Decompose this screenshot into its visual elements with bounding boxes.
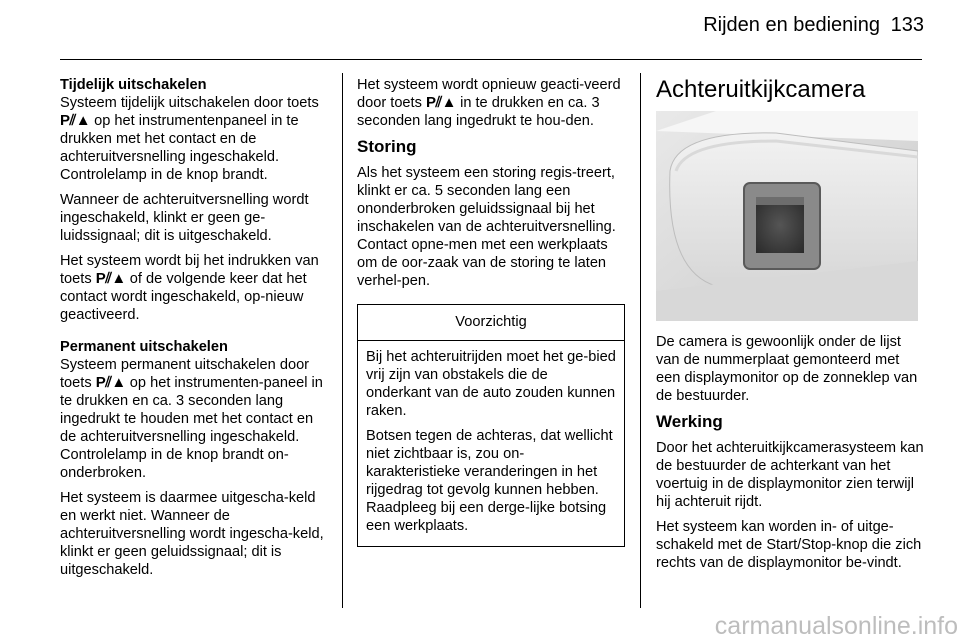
column-divider-1	[342, 73, 343, 608]
watermark: carmanualsonline.info	[714, 612, 958, 640]
sun-visor-monitor-illustration	[656, 111, 918, 321]
header-divider	[60, 59, 922, 60]
fault-heading: Storing	[357, 137, 417, 156]
rear-camera-heading: Achteruitkijkcamera	[656, 76, 866, 103]
fault-paragraph: Als het systeem een storing regis-treert, klinkt er ca. 5 seconden lang een ononderbroken geluidssignaal bij het inschakelen van de achteruitversnelling. Contact opne-men met een werkplaats om de oor-zaak van de storing te laten verhel-pen.	[357, 165, 616, 289]
page-number: 133	[890, 14, 924, 36]
temporary-disable-paragraph-1	[60, 94, 332, 184]
park-assist-button-icon: P⫽▲	[95, 270, 126, 287]
caution-box	[357, 304, 625, 547]
operation-heading: Werking	[656, 412, 723, 431]
caution-body	[358, 341, 624, 546]
text-segment: Het systeem wordt bij het indrukken van toets	[60, 253, 319, 287]
caution-title: Voorzichtig	[358, 305, 624, 341]
text-segment: op het instrumenten-paneel in te drukken en ca. 3 seconden lang ingedrukt te houden met het contact en de achteruitversnelling ingeschakeld. Controlelamp in de knop brandt on-onderbroken.	[60, 375, 323, 481]
text-segment: Systeem tijdelijk uitschakelen door toets	[60, 95, 319, 111]
caution-paragraph-2: Botsen tegen de achteras, dat wellicht niet zichtbaar is, zou on-karakteristieke veranderingen in het rijgedrag tot gevolg kunnen hebben. Raadpleeg bij een derge-lijke botsing een werkplaats.	[366, 428, 613, 534]
permanent-disable-paragraph-1	[60, 356, 332, 482]
column-2	[357, 76, 625, 547]
camera-location-caption: De camera is gewoonlijk onder de lijst van de nummerplaat gemonteerd met een displaymonitor op de zonneklep van de bestuurder.	[656, 334, 918, 404]
permanent-disable-paragraph-2: Het systeem is daarmee uitgescha-keld en werkt niet. Wanneer de achteruitversnelling wordt ingescha-keld, klinkt er geen geluidssignaal; dit is uitgeschakeld.	[60, 490, 324, 578]
column-divider-2	[640, 73, 641, 608]
park-assist-button-icon: P⫽▲	[425, 94, 457, 111]
caution-paragraph-1: Bij het achteruitrijden moet het ge-bied vrij zijn van obstakels die de onderkant van de auto zouden kunnen raken.	[366, 349, 616, 419]
permanent-disable-heading: Permanent uitschakelen	[60, 339, 228, 355]
temporary-disable-heading: Tijdelijk uitschakelen	[60, 77, 207, 93]
text-segment: in te drukken en ca. 3 seconden lang ingedrukt te hou-den.	[357, 95, 600, 129]
text-segment: op het instrumentenpaneel in te drukken met het contact en de achteruitversnelling ingeschakeld. Controlelamp in de knop brandt.	[60, 113, 299, 183]
temporary-disable-paragraph-3	[60, 252, 332, 324]
text-segment: Het systeem wordt opnieuw geacti-veerd door toets	[357, 77, 621, 111]
column-1	[60, 76, 332, 586]
operation-paragraph-1: Door het achteruitkijkcamerasysteem kan de bestuurder de achterkant van het voertuig in de displaymonitor zien terwijl hij achteruit rijdt.	[656, 440, 924, 510]
operation-paragraph-2: Het systeem kan worden in- of uitge-schakeld met de Start/Stop-knop die zich rechts van de displaymonitor be-vindt.	[656, 519, 922, 571]
park-assist-button-icon: P⫽▲	[60, 112, 91, 129]
text-segment: Systeem permanent uitschakelen door toets	[60, 357, 310, 391]
temporary-disable-paragraph-2: Wanneer de achteruitversnelling wordt ingeschakeld, klinkt er geen ge-luidssignaal; dit is uitgeschakeld.	[60, 192, 309, 244]
reactivate-paragraph	[357, 76, 625, 130]
text-segment: of de volgende keer dat het contact wordt ingeschakeld, op-nieuw geactiveerd.	[60, 271, 307, 323]
park-assist-button-icon: P⫽▲	[95, 374, 126, 391]
running-header: Rijden en bediening	[703, 14, 880, 36]
column-3	[656, 76, 924, 579]
